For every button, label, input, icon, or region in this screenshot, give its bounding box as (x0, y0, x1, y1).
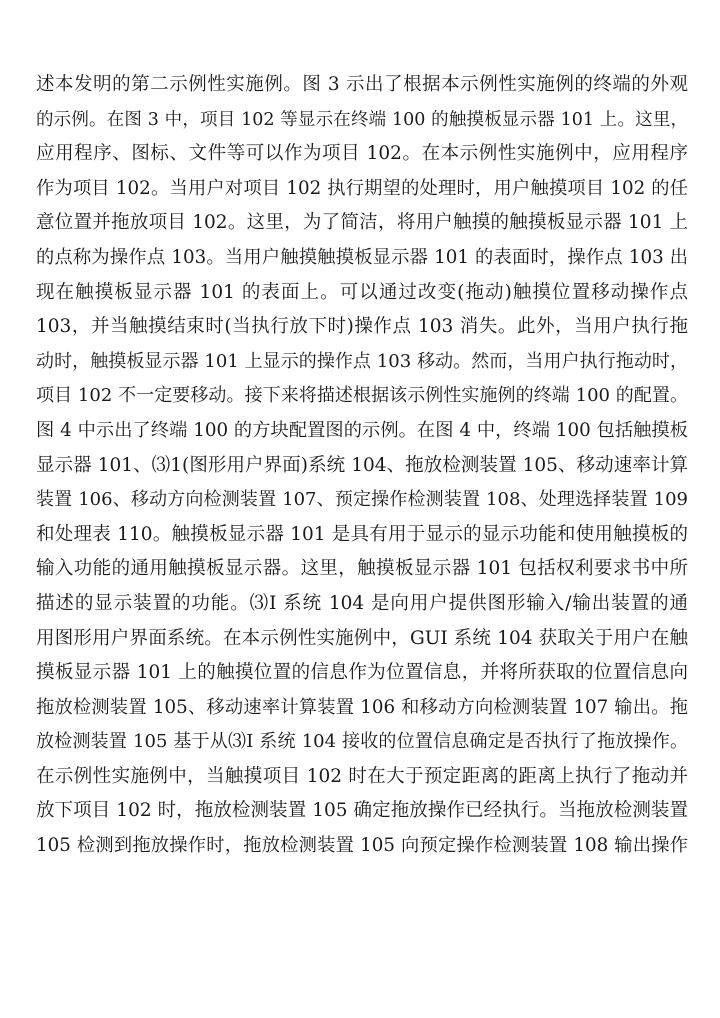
text-line: 的示例。在图 3 中，项目 102 等显示在终端 100 的触摸板显示器 101 上。这里， (36, 109, 688, 130)
text-line: 描述的显示装置的功能。⑶I 系统 104 是向用户提供图形输入/输出装置的通 (36, 592, 688, 614)
text-line: 显示器 101、⑶1(图形用户界面)系统 104、拖放检测装置 105、移动速率计算 (36, 454, 688, 476)
text-line: 拖放检测装置 105、移动速率计算装置 106 和移动方向检测装置 107 输出。拖 (36, 696, 688, 718)
text-line: 装置 106、移动方向检测装置 107、预定操作检测装置 108、处理选择装置 109 (36, 489, 688, 511)
body-text (36, 68, 688, 864)
text-line: 意位置并拖放项目 102。这里，为了简洁，将用户触摸的触摸板显示器 101 上 (36, 212, 688, 234)
text-line: 和处理表 110。触摸板显示器 101 是具有用于显示的显示功能和使用触摸板的 (36, 523, 688, 545)
text-line: 现在触摸板显示器 101 的表面上。可以通过改变(拖动)触摸位置移动操作点 (36, 281, 688, 303)
text-line: 应用程序、图标、文件等可以作为项目 102。在本示例性实施例中，应用程序 (36, 143, 688, 165)
text-line: 项目 102 不一定要移动。接下来将描述根据该示例性实施例的终端 100 的配置。 (36, 385, 688, 407)
text-line: 放下项目 102 时，拖放检测装置 105 确定拖放操作已经执行。当拖放检测装置 (36, 800, 688, 822)
text-line: 摸板显示器 101 上的触摸位置的信息作为位置信息，并将所获取的位置信息向 (36, 662, 688, 684)
text-line: 用图形用户界面系统。在本示例性实施例中，GUI 系统 104 获取关于用户在触 (36, 627, 688, 649)
text-line: 103，并当触摸结束时(当执行放下时)操作点 103 消失。此外，当用户执行拖 (36, 316, 688, 338)
text-line: 动时，触摸板显示器 101 上显示的操作点 103 移动。然而，当用户执行拖动时， (36, 350, 688, 372)
text-line: 105 检测到拖放操作时，拖放检测装置 105 向预定操作检测装置 108 输出操作 (36, 835, 688, 857)
text-line: 述本发明的第二示例性实施例。图 3 示出了根据本示例性实施例的终端的外观 (36, 74, 688, 95)
text-line: 的点称为操作点 103。当用户触摸触摸板显示器 101 的表面时，操作点 103 出 (36, 246, 688, 268)
text-line: 输入功能的通用触摸板显示器。这里，触摸板显示器 101 包括权利要求书中所 (36, 558, 688, 580)
text-line: 放检测装置 105 基于从⑶I 系统 104 接收的位置信息确定是否执行了拖放操作。 (36, 731, 688, 753)
text-line: 图 4 中示出了终端 100 的方块配置图的示例。在图 4 中，终端 100 包括触摸板 (36, 419, 688, 441)
text-line: 在示例性实施例中，当触摸项目 102 时在大于预定距离的距离上执行了拖动并 (36, 765, 688, 787)
text-line: 作为项目 102。当用户对项目 102 执行期望的处理时，用户触摸项目 102 的任 (36, 177, 688, 199)
